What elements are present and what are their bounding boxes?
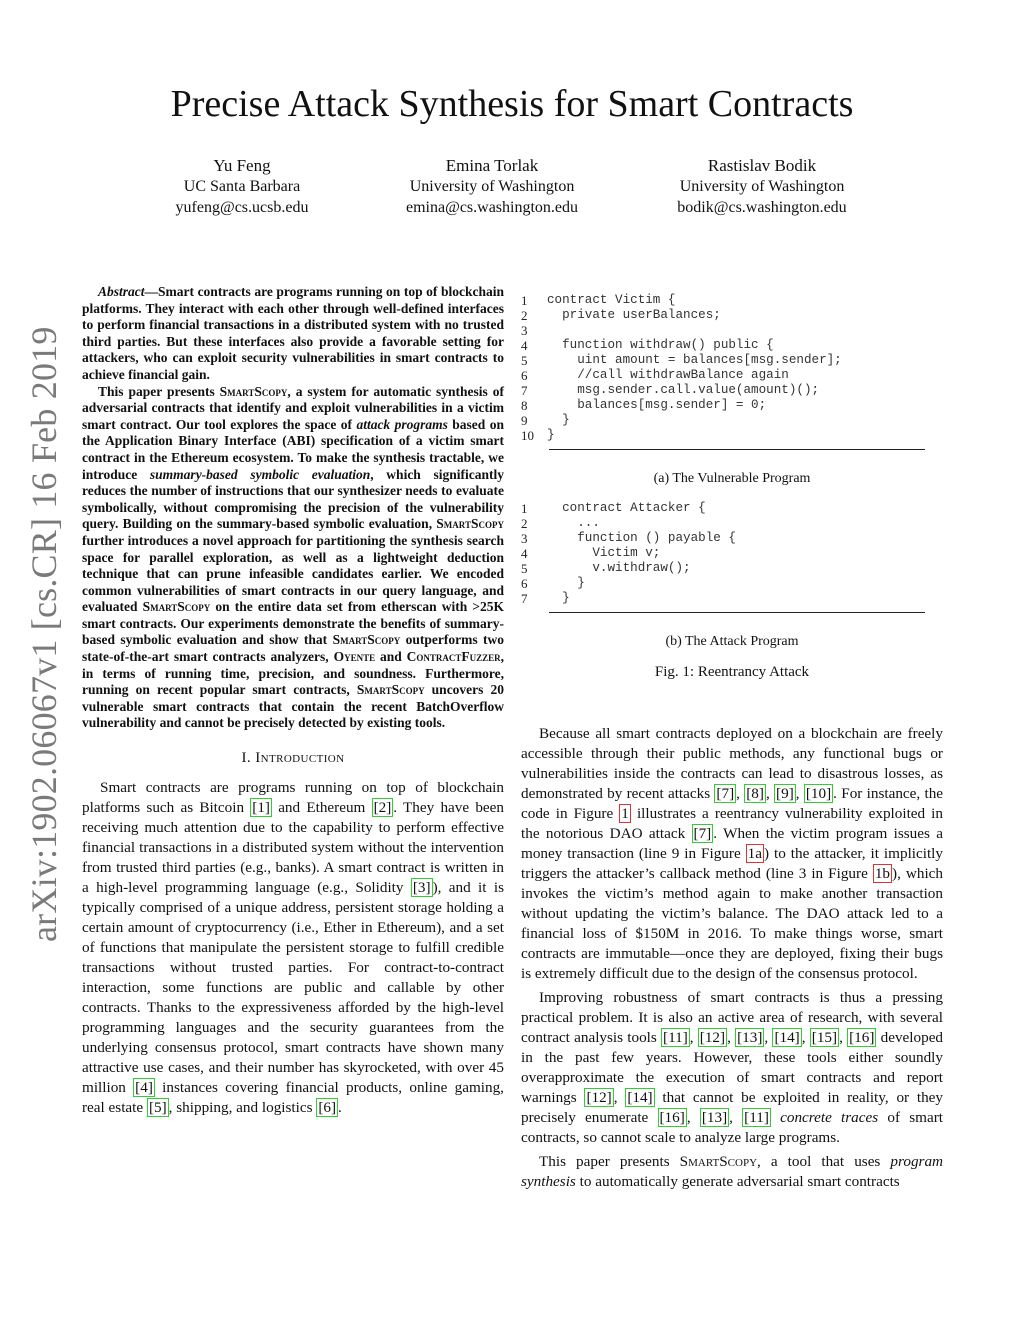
- citation-link[interactable]: [1]: [252, 799, 270, 817]
- citation-link[interactable]: [2]: [373, 799, 392, 817]
- author-email: bodik@cs.washington.edu: [677, 199, 847, 216]
- author-affiliation: UC Santa Barbara: [183, 178, 301, 195]
- subfigure-caption: (b) The Attack Program: [665, 634, 799, 649]
- citation-link[interactable]: [4]: [135, 1079, 153, 1097]
- figure-link[interactable]: 1: [621, 805, 629, 822]
- attacker-code-listing: [521, 501, 943, 606]
- left-column: [82, 284, 504, 1118]
- code-line: 8 balances[msg.sender] = 0;: [521, 398, 767, 413]
- author-name: Emina Torlak: [445, 156, 539, 175]
- code-line: 4 function withdraw() public {: [521, 338, 774, 353]
- citation-link[interactable]: [3]: [412, 879, 431, 897]
- code-line: 9 }: [521, 413, 570, 428]
- body-paragraph: Because all smart contracts deployed on a blockchain are freely accessible through their public methods, any functional bugs or vulnerabilities inside the contracts can lead to disastrous losses, as demonstrated by recent attacks [7] , [8] , [9] , [10] . For instance, the code in Figure 1 illustrates a reentrancy vulnerability exploited in the notorious DAO attack [7] . When the victim program issues a money transaction (line 9 in Figure 1a ) to the attacker, it implicitly triggers the attacker’s callback method (line 3 in Figure 1b ), which invokes the victim’s method again to make another transaction without updating the victim’s balance. The DAO attack led to a financial loss of $150M in 2016. To make things worse, smart contracts are immutable—once they are deployed, fixing their bugs is extremely difficult due to the design of the consensus protocol.: [521, 725, 944, 982]
- abstract-label: Abstract: [98, 284, 145, 299]
- code-line: 10 }: [521, 428, 555, 443]
- tool-name: Oyente: [333, 649, 376, 665]
- body-paragraph: This paper presents SmartScopy, a tool that uses program synthesis to automatically generate adversarial smart contracts: [521, 1153, 944, 1190]
- citation-link[interactable]: [13]: [737, 1029, 763, 1046]
- citation-link[interactable]: [7]: [693, 825, 712, 842]
- abstract: [82, 284, 504, 732]
- tool-name: SmartScopy: [219, 383, 288, 399]
- author-email: emina@cs.washington.edu: [405, 199, 579, 216]
- figure-rule: [549, 449, 925, 450]
- tool-name: SmartScopy: [332, 632, 401, 648]
- figure-rule: [549, 612, 925, 613]
- citation-link[interactable]: [10]: [805, 785, 832, 802]
- code-line: 1 contract Attacker {: [521, 501, 706, 516]
- tool-name: SmartScopy: [436, 516, 504, 532]
- abstract-paragraph: This paper presents SmartScopy, a system for automatic synthesis of adversarial contracts that identify and exploit vulnerabilities in a victim smart contract. Our tool explores the space of attack programs based on the Application Binary Interface (ABI) specification of a victim smart contract in the Ethereum ecosystem. To make the synthesis tractable, we introduce summary-based symbolic evaluation, which significantly reduces the number of instructions that our synthesizer needs to evaluate symbolically, without compromising the precision of the vulnerability query. Building on the summary-based symbolic evaluation, SmartScopy further introduces a novel approach for partitioning the synthesis search space for parallel exploration, as well as a lightweight deduction technique that can prune infeasible candidates earlier. We encoded common vulnerabilities of smart contracts in our query language, and evaluated SmartScopy on the entire data set from etherscan with >25K smart contracts. Our experiments demonstrate the benefits of summary-based symbolic evaluation and show that SmartScopy outperforms two state-of-the-art smart contracts analyzers, Oyente and ContractFuzzer, in terms of running time, precision, and soundness. Furthermore, running on recent popular smart contracts, SmartScopy uncovers 20 vulnerable smart contracts that contain the recent BatchOverflow vulnerability and cannot be precisely detected by existing tools.: [82, 383, 505, 731]
- citation-link[interactable]: [11]: [744, 1109, 769, 1126]
- code-line: 2 ...: [521, 516, 600, 531]
- author-name: Rastislav Bodik: [707, 156, 817, 175]
- citation-link[interactable]: [9]: [776, 785, 794, 802]
- citation-link[interactable]: [15]: [811, 1029, 838, 1046]
- tool-name: SmartScopy: [142, 599, 211, 615]
- citation-link[interactable]: [12]: [586, 1089, 612, 1106]
- body-paragraph: Improving robustness of smart contracts is thus a pressing practical problem. It is also an active area of research, with several contract analysis tools [11] , [12] , [13] , [14] , [15] , [16] developed in the past few years. However, these tools either soundly overapproximate the execution of smart contracts and report warnings [12] , [14] that cannot be exploited in reality, or they precisely enumerate [16] , [13] , [11] concrete traces of smart contracts, so cannot scale to analyze large programs.: [521, 989, 944, 1146]
- code-line: 3 function () payable {: [521, 531, 736, 546]
- figure-link[interactable]: 1a: [747, 845, 762, 862]
- tool-name: SmartScopy: [356, 682, 425, 698]
- code-line: 6 }: [521, 576, 585, 591]
- figure-link[interactable]: 1b: [874, 865, 891, 882]
- right-text: [521, 724, 943, 1192]
- intro-text: [82, 778, 504, 1118]
- citation-link[interactable]: [16]: [849, 1029, 875, 1046]
- citation-link[interactable]: [13]: [701, 1109, 728, 1126]
- subfigure-caption: (a) The Vulnerable Program: [653, 471, 811, 486]
- citation-link[interactable]: [14]: [774, 1029, 800, 1046]
- code-line: 3: [521, 323, 528, 338]
- arxiv-identifier: arXiv:1902.06067v1 [cs.CR] 16 Feb 2019: [24, 326, 64, 942]
- code-line: 2 private userBalances;: [521, 308, 721, 323]
- code-line: 7 msg.sender.call.value(amount)();: [521, 383, 820, 398]
- citation-link[interactable]: [12]: [699, 1029, 726, 1046]
- code-line: 1 contract Victim {: [521, 293, 676, 308]
- author-name: Yu Feng: [213, 156, 271, 175]
- right-column: [521, 284, 943, 1192]
- tool-name: SmartScopy: [679, 1153, 758, 1170]
- citation-link[interactable]: [7]: [716, 785, 735, 802]
- author-email: yufeng@cs.ucsb.edu: [175, 199, 309, 216]
- code-line: 6 //call withdrawBalance again: [521, 368, 789, 383]
- author-affiliation: University of Washington: [409, 178, 575, 195]
- body-paragraph: Smart contracts are programs running on top of blockchain platforms such as Bitcoin [1] and Ethereum [2] . They have been receiving much attention due to the capability to perform effective financial transactions in a distributed system without the intervention from trusted third parties (e.g., banks). A smart contract is written in a high-level programming language (e.g., Solidity [3] ), and it is typically comprised of a unique address, persistent storage holding a certain amount of cryptocurrency (i.e., Ether in Ethereum), and a set of functions that manipulate the persistent storage to fulfill credible transactions without trusted parties. For contract-to-contract interaction, some functions are public and callable by other contracts. Thanks to the expressiveness afforded by the high-level programming languages and the security guarantees from the underlying consensus protocol, smart contracts have shown many attractive use cases, and their number has skyrocketed, with over 45 million [4] instances covering financial products, online gaming, real estate [5] , shipping, and logistics [6] .: [82, 779, 504, 1117]
- figure-caption: Fig. 1: Reentrancy Attack: [654, 664, 810, 680]
- author-block: [342, 155, 642, 218]
- author-affiliation: University of Washington: [679, 178, 845, 195]
- code-line: 7 }: [521, 591, 570, 606]
- tool-name: ContractFuzzer: [406, 649, 501, 665]
- code-line: 5 v.withdraw();: [521, 561, 691, 576]
- citation-link[interactable]: [11]: [663, 1029, 688, 1046]
- citation-link[interactable]: [14]: [627, 1089, 653, 1106]
- citation-link[interactable]: [6]: [318, 1099, 337, 1117]
- victim-code-listing: [521, 293, 943, 443]
- abstract-paragraph: Abstract—Smart contracts are programs running on top of blockchain platforms. They interact with each other through well-defined interfaces to perform financial transactions in a distributed system with no trusted third parties. But these interfaces also provide a favorable setting for attackers, who can exploit security vulnerabilities in smart contracts to achieve financial gain.: [82, 284, 504, 382]
- author-block: [612, 155, 912, 218]
- section-heading: I. Introduction: [241, 750, 345, 767]
- code-line: 4 Victim v;: [521, 546, 661, 561]
- paper-title: Precise Attack Synthesis for Smart Contracts: [170, 83, 854, 125]
- citation-link[interactable]: [5]: [148, 1099, 167, 1117]
- citation-link[interactable]: [16]: [659, 1109, 685, 1126]
- citation-link[interactable]: [8]: [746, 785, 764, 802]
- code-line: 5 uint amount = balances[msg.sender];: [521, 353, 842, 368]
